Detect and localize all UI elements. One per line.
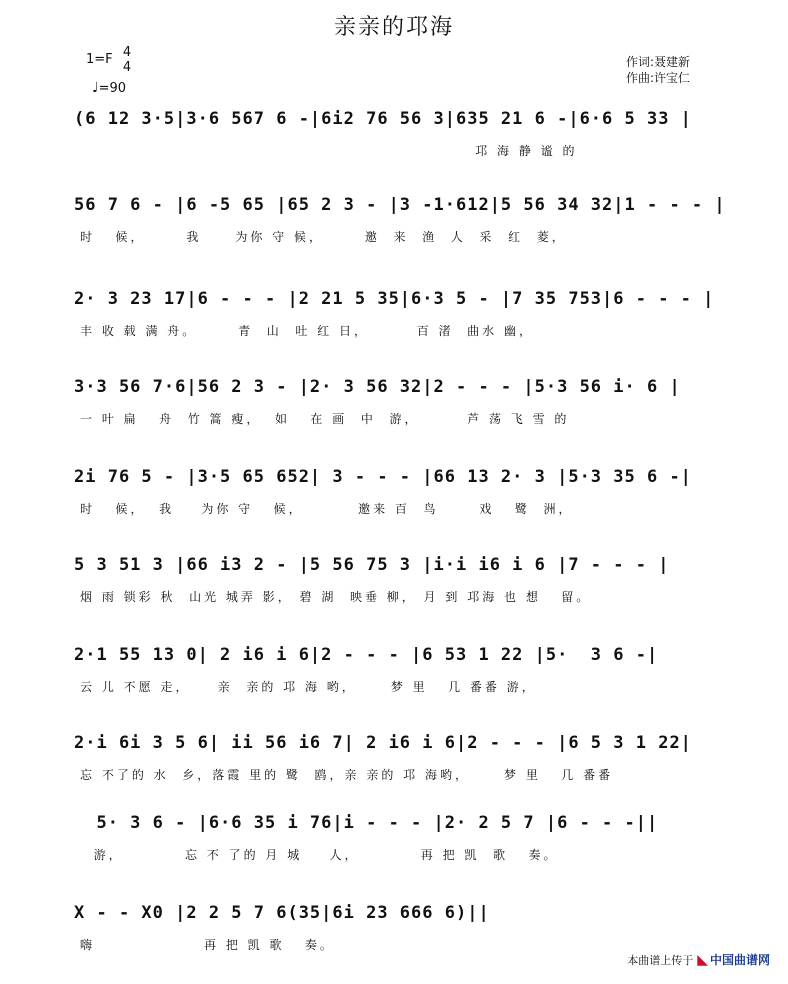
tempo-value: =90: [98, 81, 127, 96]
lyric-line: 烟 雨 锁彩 秋 山光 城弄 影， 碧 湖 映垂 柳， 月 到 邛海 也 想 留。: [80, 590, 592, 604]
lyric-line: 一 叶 扁 舟 竹 篙 瘦， 如 在 画 中 游， 芦 荡 飞 雪 的: [80, 412, 570, 426]
score-system: [74, 370, 730, 428]
lyric-line: 云 儿 不愿 走， 亲 亲的 邛 海 哟， 梦 里 几 番番 游，: [80, 680, 537, 694]
notation-line: 3·3 56 7·6|56 2 3 - |2· 3 56 32|2 - - - |5·3 56 i· 6 |: [74, 377, 681, 397]
lyric-line: 游， 忘 不 了的 月 城 人， 再 把 凯 歌 奏。: [80, 848, 559, 862]
site-name: 中国曲谱网: [709, 953, 770, 967]
lyric-line: 邛 海 静 谧 的: [80, 144, 578, 158]
time-signature-top: 4: [122, 45, 132, 60]
lyric-line: 嗨 再 把 凯 歌 奏。: [80, 938, 335, 952]
score-system: [74, 188, 730, 246]
notation-line: (6 12 3·5|3·6 567 6 -|6i2 76 56 3|635 21 6 -|6·6 5 33 |: [74, 109, 692, 129]
notation-line: 2i 76 5 - |3·5 65 652| 3 - - - |66 13 2· 3 |5·3 35 6 -|: [74, 467, 692, 487]
score-system: [74, 282, 730, 340]
key-signature: 1=F: [86, 52, 113, 67]
score-system: [74, 102, 730, 160]
score-system: [74, 896, 730, 954]
notation-line: 2·1 55 13 0| 2 i6 i 6|2 - - - |6 53 1 22 |5· 3 6 -|: [74, 645, 659, 665]
lyric-line: 丰 收 载 满 舟。 青 山 吐 红 日， 百 渚 曲水 幽，: [80, 324, 534, 338]
score-system: [74, 726, 730, 784]
notation-line: 2· 3 23 17|6 - - - |2 21 5 35|6·3 5 - |7 35 753|6 - - - |: [74, 289, 715, 309]
tempo-marking: [92, 80, 126, 96]
lyric-line: 时 候， 我 为你 守 候， 邀 来 渔 人 采 红 菱，: [80, 230, 567, 244]
upload-footer: [627, 951, 770, 968]
notation-line: X - - X0 |2 2 5 7 6(35|6i 23 666 6)||: [74, 903, 490, 923]
credits: [626, 54, 690, 86]
notation-line: 5· 3 6 - |6·6 35 i 76|i - - - |2· 2 5 7 |6 - - -||: [74, 813, 659, 833]
song-title: 亲亲的邛海: [333, 15, 454, 40]
notation-line: 2·i 6i 3 5 6| ii 56 i6 7| 2 i6 i 6|2 - - - |6 5 3 1 22|: [74, 733, 692, 753]
notation-line: 56 7 6 - |6 -5 65 |65 2 3 - |3 -1·612|5 56 34 32|1 - - - |: [74, 195, 726, 215]
footer-text: 本曲谱上传于: [627, 953, 694, 967]
composer-credit: 作曲:许宝仁: [626, 71, 691, 85]
score-system: [74, 460, 730, 518]
score-system: [74, 548, 730, 606]
time-signature-bottom: 4: [122, 60, 132, 75]
logo-mark-icon: ◣: [697, 951, 708, 968]
lyric-line: 时 候， 我 为你 守 候， 邀来 百 鸟 戏 鹭 洲，: [80, 502, 574, 516]
notation-line: 5 3 51 3 |66 i3 2 - |5 56 75 3 |i·i i6 i 6 |7 - - - |: [74, 555, 670, 575]
score-system: [74, 638, 730, 696]
lyric-line: 忘 不了的 水 乡，落霞 里的 鹭 鸥，亲 亲的 邛 海哟， 梦 里 几 番番: [80, 768, 614, 782]
quarter-note-icon: ♩: [92, 80, 99, 96]
score-system: [74, 806, 730, 864]
time-signature: [121, 45, 133, 75]
site-logo[interactable]: [697, 951, 770, 968]
lyricist-credit: 作词:聂建新: [626, 55, 691, 69]
